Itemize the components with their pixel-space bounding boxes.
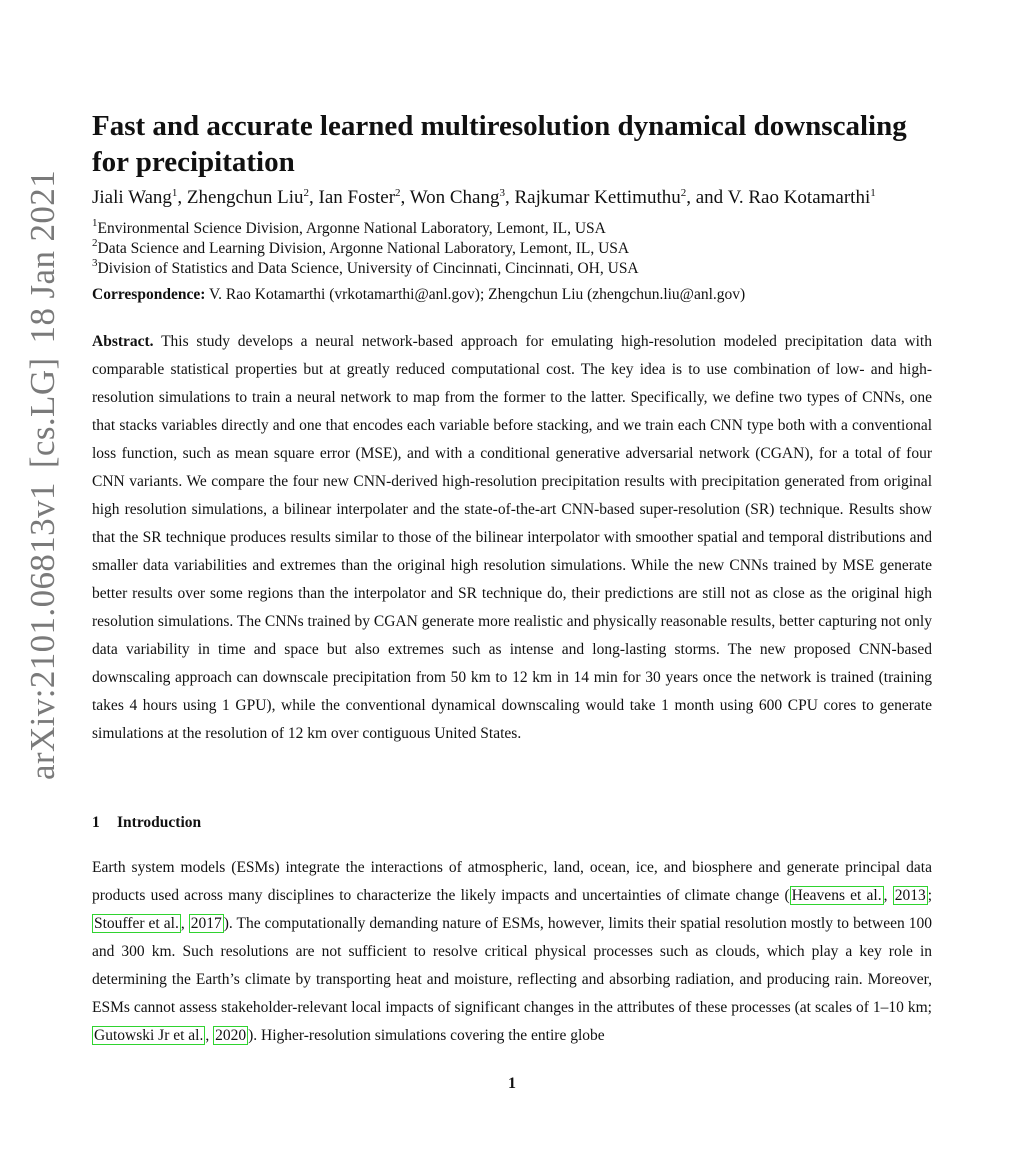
- arxiv-id: arXiv:2101.06813v1: [23, 482, 62, 780]
- page-number: 1: [508, 1075, 516, 1092]
- section-heading: [92, 812, 201, 834]
- author-affiliation-mark: 1: [171, 187, 178, 199]
- intro-text: ). Higher-resolution simulations covering the entire globe: [248, 1027, 605, 1044]
- affiliation-1: [92, 219, 606, 239]
- correspondence-text: V. Rao Kotamarthi (vrkotamarthi@anl.gov); Zhengchun Liu (zhengchun.liu@anl.gov): [208, 286, 746, 303]
- citation-link[interactable]: 2017: [190, 915, 222, 932]
- author-name: Jiali Wang: [92, 187, 172, 208]
- correspondence: [92, 285, 745, 305]
- author-name: Won Chang: [409, 187, 500, 208]
- citation-link[interactable]: Stouffer et al.: [94, 915, 179, 932]
- author-list: [92, 186, 876, 210]
- citation-link[interactable]: Heavens et al.: [791, 887, 882, 904]
- arxiv-category: [cs.LG]: [23, 357, 62, 469]
- introduction-paragraph: Earth system models (ESMs) integrate the interactions of atmospheric, land, ocean, ice, and biosphere and generate principal data products used across many disciplines to characterize the likely impacts and uncertainties of climate change ( Heavens et al. , 2013 ; Stouffer et al. , 2017 ). The computationally demanding nature of ESMs, however, limits their spatial resolution mostly to between 100 and 300 km. Such resolutions are not sufficient to resolve critical physical processes such as clouds, which play a key role in determining the Earth’s climate by transporting heat and moisture, reflecting and absorbing radiation, and producing rain. Moreover, ESMs cannot assess stakeholder-relevant local impacts of significant changes in the attributes of these processes (at scales of 1–10 km; Gutowski Jr et al. , 2020 ). Higher-resolution simulations covering the entire globe: [92, 859, 932, 1044]
- author-name: Rajkumar Kettimuthu: [514, 187, 681, 208]
- section-title: Introduction: [117, 814, 202, 831]
- author-separator: , and: [686, 187, 728, 208]
- paper-title: Fast and accurate learned multiresolution dynamical downscaling for precipitation: [92, 110, 907, 178]
- abstract: [92, 328, 932, 748]
- author-affiliation-mark: 1: [870, 187, 876, 199]
- author-affiliation-mark: 3: [499, 187, 505, 199]
- affiliation-text: Environmental Science Division, Argonne National Laboratory, Lemont, IL, USA: [97, 220, 606, 237]
- citation-link[interactable]: 2013: [894, 887, 926, 904]
- citation-link[interactable]: Gutowski Jr et al.: [94, 1027, 204, 1044]
- affiliation-number: 2: [92, 237, 98, 249]
- author-name: V. Rao Kotamarthi: [727, 187, 871, 208]
- affiliation-2: [92, 239, 629, 259]
- author-separator: ,: [400, 187, 410, 208]
- correspondence-label: Correspondence:: [92, 286, 206, 303]
- arxiv-identifier-stamp: [18, 169, 68, 780]
- author-affiliation-mark: 2: [395, 187, 401, 199]
- affiliation-number: 1: [92, 217, 98, 229]
- citation-link[interactable]: 2020: [215, 1027, 247, 1044]
- affiliation-3: [92, 259, 639, 279]
- intro-text: ). The computationally demanding nature of ESMs, however, limits their spatial resolution mostly to between 100 and 300 km. Such resolutions are not sufficient to resolve critical physical processes such as clouds, which play a key role in determining the Earth’s climate by transporting heat and moisture, reflecting and absorbing radiation, and producing rain. Moreover, ESMs cannot assess stakeholder-relevant local impacts of significant changes in the attributes of these processes (at scales of 1–10 km;: [92, 915, 932, 1016]
- section-number: 1: [92, 814, 100, 831]
- arxiv-date: 18 Jan 2021: [23, 169, 62, 344]
- affiliation-number: 3: [92, 257, 98, 269]
- author-affiliation-mark: 2: [303, 187, 310, 199]
- author-name: Ian Foster: [318, 187, 396, 208]
- author-affiliation-mark: 2: [680, 187, 687, 199]
- intro-text: Earth system models (ESMs) integrate the interactions of atmospheric, land, ocean, ice, and biosphere and generate principal data products used across many disciplines to characterize the likely impacts and uncertainties of climate change (: [92, 859, 932, 904]
- abstract-text: This study develops a neural network-based approach for emulating high-resolution modeled precipitation data with comparable statistical properties but at greatly reduced computational cost. The key idea is to use combination of low- and high-resolution simulations to train a neural network to map from the former to the latter. Specifically, we define two types of CNNs, one that stacks variables directly and one that encodes each variable before stacking, and we train each CNN type both with a conventional loss function, such as mean square error (MSE), and with a conditional generative adversarial network (CGAN), for a total of four CNN variants. We compare the four new CNN-derived high-resolution precipitation results with precipitation generated from original high resolution simulations, a bilinear interpolater and the state-of-the-art CNN-based super-resolution (SR) technique. Results show that the SR technique produces results similar to those of the bilinear interpolator with smoother spatial and temporal distributions and smaller data variabilities and extremes than the original high resolution simulations. While the new CNNs trained by MSE generate better results over some regions than the interpolator and SR technique do, their predictions are still not as close as the original high resolution simulations. The CNNs trained by CGAN generate more realistic and physically reasonable results, better capturing not only data variability in time and space but also extremes such as intense and long-lasting storms. The new proposed CNN-based downscaling approach can downscale precipitation from 50 km to 12 km in 14 min for 30 years once the network is trained (training takes 4 hours using 1 GPU), while the conventional dynamical downscaling would take 1 month using 600 CPU cores to generate simulations at the resolution of 12 km over contiguous United States.: [92, 333, 932, 742]
- author-name: Zhengchun Liu: [186, 187, 304, 208]
- abstract-label: Abstract.: [92, 333, 154, 350]
- author-separator: ,: [309, 187, 319, 208]
- affiliation-text: Data Science and Learning Division, Argonne National Laboratory, Lemont, IL, USA: [97, 240, 630, 257]
- author-separator: ,: [177, 187, 187, 208]
- author-separator: ,: [505, 187, 515, 208]
- affiliation-text: Division of Statistics and Data Science, University of Cincinnati, Cincinnati, OH, USA: [97, 260, 639, 277]
